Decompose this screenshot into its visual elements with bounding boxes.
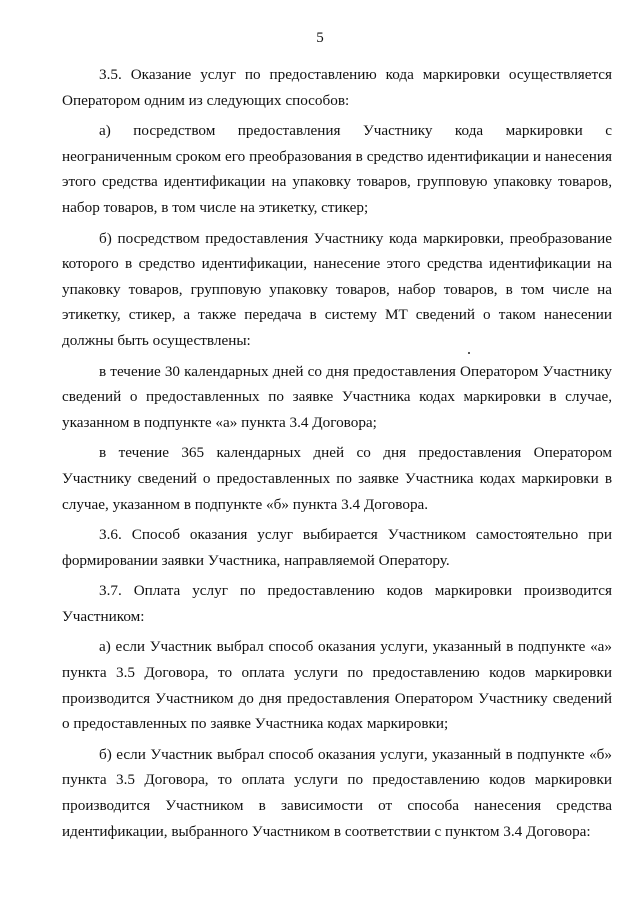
scan-speck xyxy=(468,352,470,354)
document-body xyxy=(62,62,612,849)
paragraph-3-5-a: а) посредством предоставления Участнику кода маркировки с неограниченным сроком его преобразования в средство идентификации и нанесения этого средства идентификации на упаковку товаров, групповую упаковку товаров, набор товаров, в том числе на этикетку, стикер; xyxy=(62,122,612,216)
paragraph-3-5: 3.5. Оказание услуг по предоставлению кода маркировки осуществляется Оператором одним из следующих способов: xyxy=(62,66,612,109)
page-number: 5 xyxy=(316,30,324,46)
paragraph-30-days: в течение 30 календарных дней со дня предоставления Оператором Участнику сведений о предоставленных по заявке Участника кодах маркировки в случае, указанном в подпункте «а» пункта 3.4 Договора; xyxy=(62,362,612,431)
paragraph-3-7: 3.7. Оплата услуг по предоставлению кодов маркировки производится Участником: xyxy=(62,582,612,625)
paragraph-3-7-b: б) если Участник выбрал способ оказания услуги, указанный в подпункте «б» пункта 3.5 Договора, то оплата услуги по предоставлению кодов маркировки производится Участником в зависимости от способа нанесения средства идентификации, выбранного Участником в соответствии с пунктом 3.4 Договора: xyxy=(62,745,612,840)
paragraph-3-5-b: б) посредством предоставления Участнику кода маркировки, преобразование которого в средство идентификации, нанесение этого средства идентификации на упаковку товаров, групповую упаковку товаров, набор товаров, в том числе на этикетку, стикер, а также передача в систему МТ сведений о таком нанесении должны быть осуществлены: xyxy=(62,229,612,349)
paragraph-3-7-a: а) если Участник выбрал способ оказания услуги, указанный в подпункте «а» пункта 3.5 Договора, то оплата услуги по предоставлению кодов маркировки производится Участником до дня предоставления Оператором Участнику сведений о предоставленных по заявке Участника кодах маркировки; xyxy=(62,638,612,733)
paragraph-3-6: 3.6. Способ оказания услуг выбирается Участником самостоятельно при формировании заявки Участника, направляемой Оператору. xyxy=(62,526,612,569)
paragraph-365-days: в течение 365 календарных дней со дня предоставления Оператором Участнику сведений о предоставленных по заявке Участника кодах маркировки в случае, указанном в подпункте «б» пункта 3.4 Договора. xyxy=(62,444,612,513)
